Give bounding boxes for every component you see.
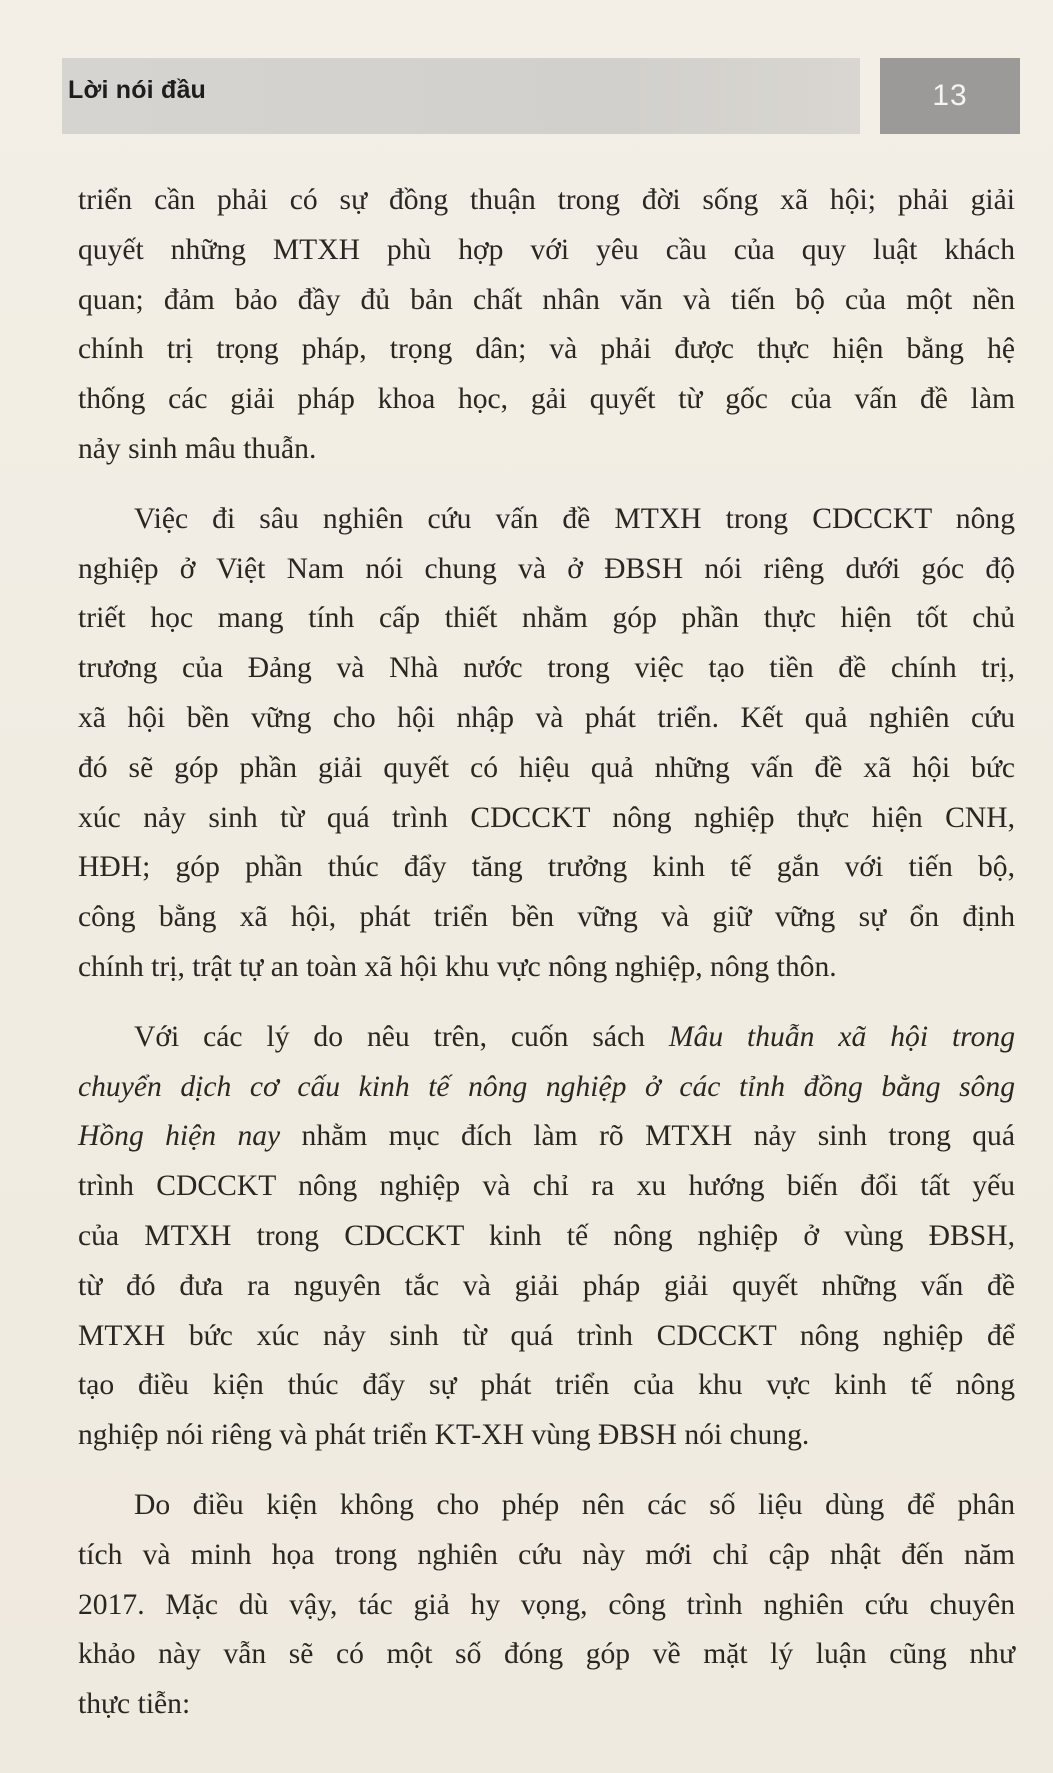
body-text (78, 176, 1015, 1730)
text-run: nhằm mục đích làm rõ MTXH nảy sinh trong quá (280, 1120, 1015, 1153)
book-title-italic: chuyển dịch cơ cấu kinh tế nông nghiệp ở các tỉnh đồng bằng sông (78, 1070, 1015, 1103)
text-line: tạo điều kiện thúc đẩy sự phát triển của khu vực kinh tế nông (78, 1369, 1015, 1402)
text-run: Với các lý do nêu trên, cuốn sách (134, 1020, 669, 1053)
text-line: xúc nảy sinh từ quá trình CDCCKT nông nghiệp thực hiện CNH, (78, 801, 1015, 834)
text-line: công bằng xã hội, phát triển bền vững và giữ vững sự ổn định (78, 901, 1015, 934)
text-line: Việc đi sâu nghiên cứu vấn đề MTXH trong CDCCKT nông (134, 502, 1015, 535)
text-line (78, 1013, 1015, 1063)
text-line: khảo này vẫn sẽ có một số đóng góp về mặt lý luận cũng như (78, 1638, 1015, 1671)
text-line: 2017. Mặc dù vậy, tác giả hy vọng, công trình nghiên cứu chuyên (78, 1588, 1015, 1621)
text-line: Do điều kiện không cho phép nên các số liệu dùng để phân (134, 1488, 1015, 1521)
text-line: thực tiễn: (78, 1688, 191, 1721)
text-line: xã hội bền vững cho hội nhập và phát triển. Kết quả nghiên cứu (78, 701, 1015, 734)
text-line: nghiệp ở Việt Nam nói chung và ở ĐBSH nói riêng dưới góc độ (78, 552, 1015, 585)
paragraph-2 (78, 495, 1015, 993)
page-number: 13 (932, 79, 968, 112)
running-header-title: Lời nói đầu (68, 76, 207, 104)
text-line: HĐH; góp phần thúc đẩy tăng trưởng kinh tế gắn với tiến bộ, (78, 851, 1015, 884)
paragraph-4 (78, 1481, 1015, 1730)
text-line: triển cần phải có sự đồng thuận trong đời sống xã hội; phải giải (78, 184, 1015, 216)
text-line: từ đó đưa ra nguyên tắc và giải pháp giải quyết những vấn đề (78, 1269, 1015, 1302)
paragraph-1 (78, 176, 1015, 475)
text-line: triết học mang tính cấp thiết nhằm góp phần thực hiện tốt chủ (78, 602, 1015, 635)
book-title-italic: Hồng hiện nay (78, 1120, 281, 1153)
text-line: trương của Đảng và Nhà nước trong việc tạo tiền đề chính trị, (78, 652, 1015, 685)
text-line: trình CDCCKT nông nghiệp và chỉ ra xu hướng biến đổi tất yếu (78, 1170, 1015, 1203)
text-line: tích và minh họa trong nghiên cứu này mới chỉ cập nhật đến năm (78, 1538, 1015, 1571)
text-line: nảy sinh mâu thuẫn. (78, 432, 317, 465)
text-line: MTXH bức xúc nảy sinh từ quá trình CDCCKT nông nghiệp để (78, 1319, 1015, 1352)
text-line: của MTXH trong CDCCKT kinh tế nông nghiệp ở vùng ĐBSH, (78, 1219, 1015, 1252)
text-line: quan; đảm bảo đầy đủ bản chất nhân văn và tiến bộ của một nền (78, 283, 1015, 316)
paragraph-gap (78, 1461, 1015, 1481)
text-line: quyết những MTXH phù hợp với yêu cầu của quy luật khách (78, 233, 1015, 266)
text-line: đó sẽ góp phần giải quyết có hiệu quả những vấn đề xã hội bức (78, 751, 1015, 784)
book-title-italic: Mâu thuẫn xã hội trong (668, 1020, 1015, 1053)
text-line: chính trị trọng pháp, trọng dân; và phải được thực hiện bằng hệ (78, 333, 1015, 366)
text-line (78, 1063, 1015, 1113)
text-line (78, 1112, 1015, 1162)
paragraph-gap (78, 475, 1015, 495)
text-line: thống các giải pháp khoa học, gải quyết từ gốc của vấn đề làm (78, 383, 1015, 416)
paragraph-3 (78, 1013, 1015, 1461)
paragraph-gap (78, 993, 1015, 1013)
text-line: chính trị, trật tự an toàn xã hội khu vực nông nghiệp, nông thôn. (78, 950, 837, 983)
text-line: nghiệp nói riêng và phát triển KT-XH vùng ĐBSH nói chung. (78, 1419, 810, 1452)
